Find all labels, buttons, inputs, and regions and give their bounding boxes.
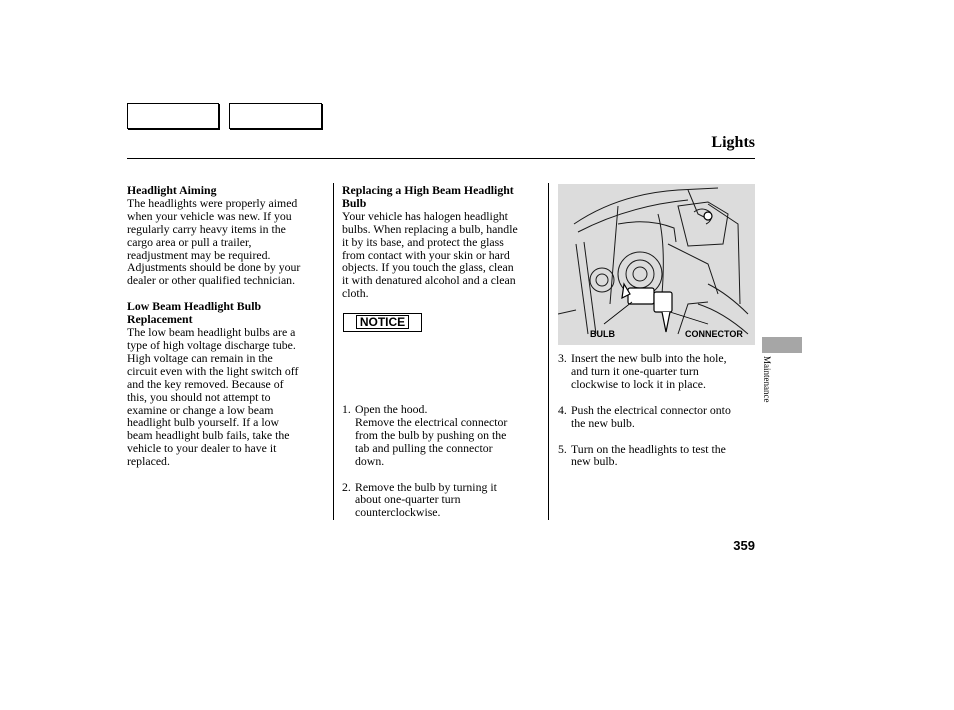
notice-badge[interactable]	[343, 313, 422, 332]
step-2	[342, 481, 544, 520]
bulb-label: BULB	[590, 329, 615, 339]
high-beam-line: from contact with your skin or hard	[342, 247, 510, 262]
notice-label: NOTICE	[356, 315, 409, 329]
low-beam-line: this, you should not attempt to	[127, 389, 271, 404]
high-beam-heading: Bulb	[342, 195, 367, 210]
aiming-line: cargo area or pull a trailer,	[127, 234, 252, 249]
low-beam-line: type of high voltage discharge tube.	[127, 337, 296, 352]
aiming-line: dealer or other qualified technician.	[127, 273, 296, 288]
step-number: 2.	[342, 479, 351, 494]
step-number: 4.	[558, 402, 567, 417]
low-beam-line: circuit even with the light switch off	[127, 363, 299, 378]
step-5	[558, 443, 756, 469]
section-tab-label: Maintenance	[762, 356, 772, 403]
step-line: Open the hood.	[355, 402, 428, 416]
step-line: about one-quarter turn	[355, 492, 461, 507]
aiming-line: The headlights were properly aimed	[127, 195, 298, 210]
high-beam-line: Your vehicle has halogen headlight	[342, 208, 508, 223]
high-beam-line: objects. If you touch the glass, clean	[342, 260, 514, 275]
column-divider-2	[548, 183, 549, 520]
low-beam-line: beam headlight bulb fails, take the	[127, 428, 290, 443]
step-number: 1.	[342, 402, 351, 416]
step-line: new bulb.	[571, 454, 618, 469]
aiming-line: readjustment may be required.	[127, 247, 271, 262]
high-beam-line: cloth.	[342, 286, 369, 301]
aiming-line: Adjustments should be done by your	[127, 260, 301, 275]
low-beam-line: vehicle to your dealer to have it	[127, 441, 277, 456]
high-beam-heading: Replacing a High Beam Headlight	[342, 183, 514, 197]
low-beam-heading: Replacement	[127, 312, 193, 327]
step-line: Push the electrical connector onto	[571, 402, 731, 417]
step-line: clockwise to lock it in place.	[571, 376, 706, 391]
title-rule	[127, 158, 755, 159]
nav-button-2[interactable]	[229, 103, 322, 129]
headlight-bulb-illustration	[558, 184, 755, 345]
step-line: Remove the electrical connector	[355, 414, 508, 429]
low-beam-line: examine or change a low beam	[127, 402, 274, 417]
step-line: tab and pulling the connector	[355, 440, 493, 455]
aiming-line: when your vehicle was new. If you	[127, 208, 292, 223]
step-line: from the bulb by pushing on the	[355, 427, 507, 442]
steps-1-2	[342, 403, 544, 519]
step-line: Turn on the headlights to test the	[571, 441, 726, 456]
aiming-line: regularly carry heavy items in the	[127, 221, 286, 236]
low-beam-line: High voltage can remain in the	[127, 350, 273, 365]
step-1	[342, 403, 544, 468]
step-3	[558, 352, 756, 391]
left-column	[127, 184, 327, 468]
low-beam-line: and the key removed. Because of	[127, 376, 284, 391]
step-line: Insert the new bulb into the hole,	[571, 351, 727, 365]
step-line: the new bulb.	[571, 415, 635, 430]
steps-3-5	[558, 352, 756, 468]
low-beam-line: replaced.	[127, 454, 170, 469]
page-number: 359	[733, 538, 755, 553]
step-line: Remove the bulb by turning it	[355, 479, 497, 494]
step-line: counterclockwise.	[355, 505, 441, 520]
page-title: Lights	[711, 134, 755, 151]
middle-column	[342, 184, 544, 300]
low-beam-heading: Low Beam Headlight Bulb	[127, 299, 262, 314]
column-divider-1	[333, 183, 334, 520]
high-beam-line: it by its base, and protect the glass	[342, 234, 504, 249]
low-beam-line: The low beam headlight bulbs are a	[127, 325, 296, 340]
high-beam-line: it with denatured alcohol and a clean	[342, 273, 516, 288]
step-line: and turn it one-quarter turn	[571, 363, 699, 378]
high-beam-line: bulbs. When replacing a bulb, handle	[342, 221, 518, 236]
step-number: 5.	[558, 441, 567, 456]
section-tab[interactable]	[762, 337, 802, 353]
nav-button-1[interactable]	[127, 103, 219, 129]
engine-bay-drawing	[558, 184, 755, 345]
step-4	[558, 404, 756, 430]
step-line: down.	[355, 453, 385, 468]
step-number: 3.	[558, 351, 567, 365]
connector-label: CONNECTOR	[685, 329, 743, 339]
low-beam-line: headlight bulb yourself. If a low	[127, 415, 280, 430]
aiming-heading: Headlight Aiming	[127, 183, 217, 197]
